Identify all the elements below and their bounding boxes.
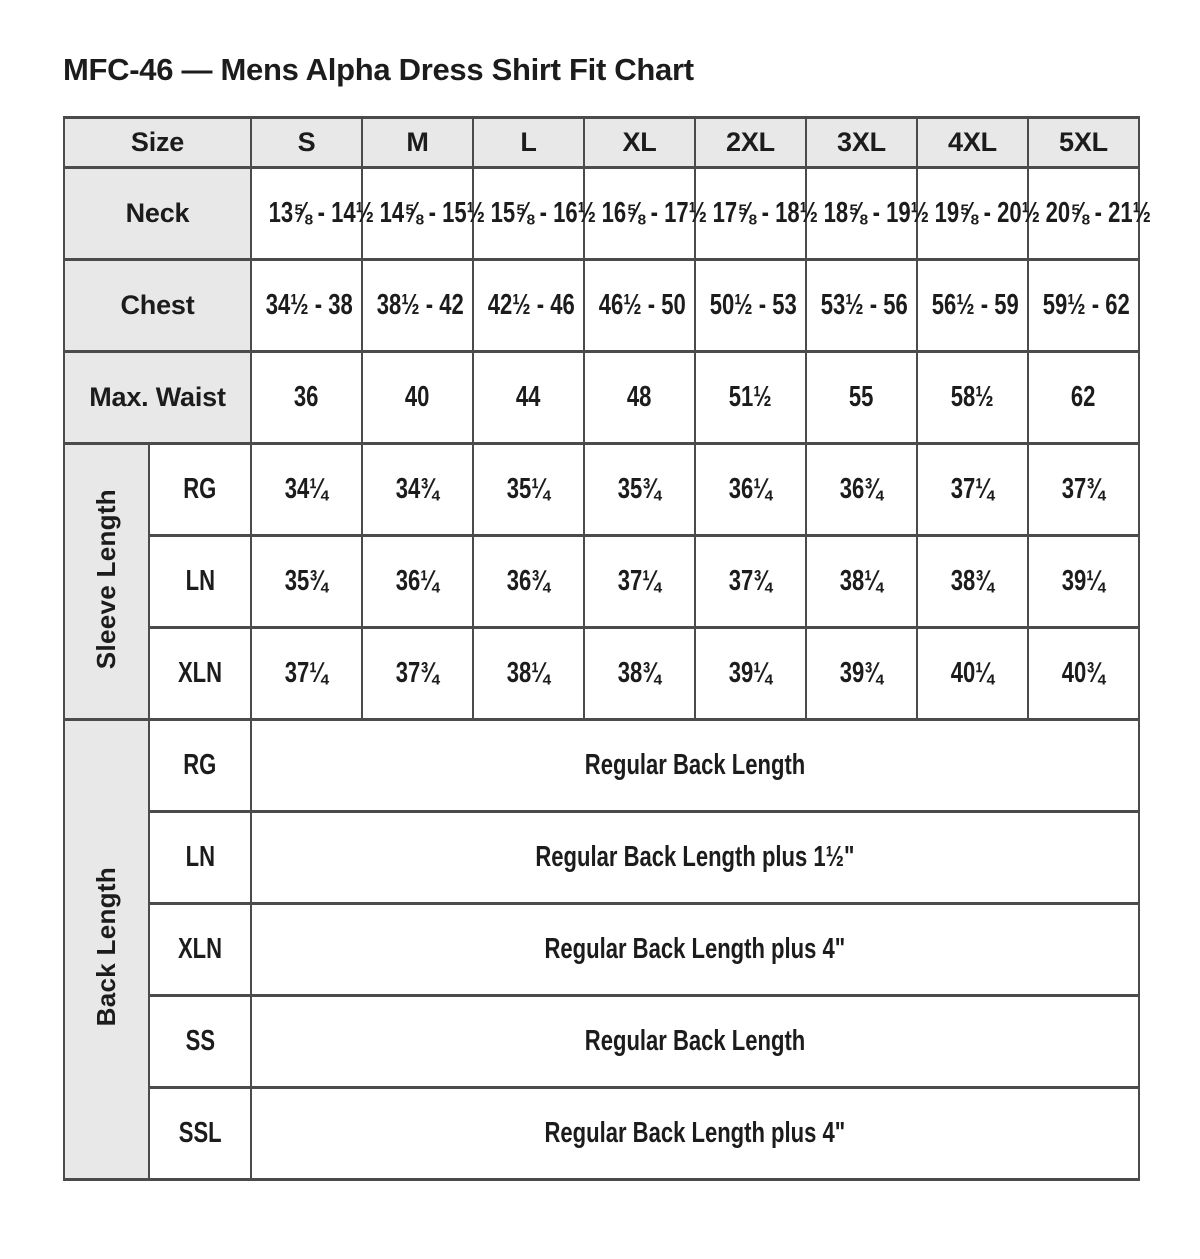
- chest-value-3xl: [806, 260, 917, 352]
- cell-text: 48: [627, 381, 652, 413]
- cell-text: 36¼: [396, 565, 439, 597]
- cell-text: 56½ - 59: [931, 289, 1019, 321]
- sleeve-ln-s: [251, 536, 362, 628]
- measure-label-chest: Chest: [64, 260, 251, 352]
- cell-text: 40¼: [951, 657, 994, 689]
- cell-text: 40: [405, 381, 430, 413]
- chest-value-s: [251, 260, 362, 352]
- back-row-xln: [64, 904, 1139, 996]
- cell-text: 36: [294, 381, 319, 413]
- sleeve-xln-3xl: [806, 628, 917, 720]
- sleeve-rg-xl: [584, 444, 695, 536]
- size-col-header-2xl: 2XL: [695, 118, 806, 168]
- cell-text: 37¼: [285, 657, 328, 689]
- back-length-section-label: [64, 720, 149, 1180]
- cell-text: Regular Back Length plus 4": [544, 933, 846, 965]
- cell-text: 16⅝ - 17½: [601, 197, 708, 229]
- cell-text: 38¼: [840, 565, 883, 597]
- back-value-ln: [251, 812, 1139, 904]
- neck-value-4xl: [917, 168, 1041, 260]
- back-length-vertical-text: Back Length: [91, 867, 121, 1027]
- cell-text: 53½ - 56: [820, 289, 908, 321]
- cell-text: 40¾: [1062, 657, 1105, 689]
- sleeve-xln-xl: [584, 628, 695, 720]
- cell-text: 35¾: [618, 473, 661, 505]
- size-col-header-3xl: 3XL: [806, 118, 917, 168]
- back-row-ssl: [64, 1088, 1139, 1180]
- sleeve-xln-l: [473, 628, 584, 720]
- sleeve-rg-s: [251, 444, 362, 536]
- cell-text: Regular Back Length: [584, 749, 806, 781]
- sleeve-rg-5xl: [1028, 444, 1139, 536]
- cell-text: 42½ - 46: [487, 289, 575, 321]
- back-code-ssl: [149, 1088, 251, 1180]
- chest-value-4xl: [917, 260, 1028, 352]
- measure-row-max-waist: [64, 352, 1139, 444]
- back-value-ss: [251, 996, 1139, 1088]
- neck-value-s: [251, 168, 375, 260]
- cell-text: XLN: [177, 933, 223, 965]
- cell-text: 38¼: [507, 657, 550, 689]
- neck-value-2xl: [695, 168, 819, 260]
- cell-text: 34¾: [396, 473, 439, 505]
- chest-value-xl: [584, 260, 695, 352]
- sleeve-ln-l: [473, 536, 584, 628]
- sleeve-row-xln: [64, 628, 1139, 720]
- cell-text: 34½ - 38: [265, 289, 353, 321]
- cell-text: 37¾: [729, 565, 772, 597]
- cell-text: 39¾: [840, 657, 883, 689]
- chest-value-5xl: [1028, 260, 1139, 352]
- sleeve-ln-2xl: [695, 536, 806, 628]
- sleeve-code-ln: [149, 536, 251, 628]
- back-code-ln: [149, 812, 251, 904]
- neck-value-m: [362, 168, 486, 260]
- cell-text: 19⅝ - 20½: [934, 197, 1041, 229]
- sleeve-xln-5xl: [1028, 628, 1139, 720]
- back-value-ssl: [251, 1088, 1139, 1180]
- waist-value-2xl: [695, 352, 806, 444]
- back-row-rg: [64, 720, 1139, 812]
- measure-row-neck: [64, 168, 1139, 260]
- sleeve-length-section-label: [64, 444, 149, 720]
- cell-text: 37¼: [618, 565, 661, 597]
- cell-text: 39¼: [729, 657, 772, 689]
- waist-value-3xl: [806, 352, 917, 444]
- cell-text: 44: [516, 381, 541, 413]
- cell-text: 34¼: [285, 473, 328, 505]
- sleeve-rg-3xl: [806, 444, 917, 536]
- cell-text: 37¼: [951, 473, 994, 505]
- waist-value-5xl: [1028, 352, 1139, 444]
- cell-text: 13⅝ - 14½: [268, 197, 375, 229]
- cell-text: 36¼: [729, 473, 772, 505]
- sleeve-rg-4xl: [917, 444, 1028, 536]
- cell-text: 35¼: [507, 473, 550, 505]
- sleeve-ln-xl: [584, 536, 695, 628]
- cell-text: 37¾: [396, 657, 439, 689]
- back-code-xln: [149, 904, 251, 996]
- waist-value-m: [362, 352, 473, 444]
- waist-value-s: [251, 352, 362, 444]
- fit-chart-table: [63, 116, 1152, 1181]
- cell-text: 62: [1071, 381, 1096, 413]
- size-col-header-5xl: 5XL: [1028, 118, 1139, 168]
- size-col-header-xl: XL: [584, 118, 695, 168]
- waist-value-4xl: [917, 352, 1028, 444]
- sleeve-length-vertical-text: Sleeve Length: [91, 488, 121, 670]
- neck-value-xl: [584, 168, 708, 260]
- cell-text: 46½ - 50: [598, 289, 686, 321]
- back-row-ln: [64, 812, 1139, 904]
- sleeve-code-xln: [149, 628, 251, 720]
- sleeve-ln-4xl: [917, 536, 1028, 628]
- waist-value-xl: [584, 352, 695, 444]
- cell-text: 38½ - 42: [376, 289, 464, 321]
- cell-text: XLN: [177, 657, 223, 689]
- sleeve-xln-s: [251, 628, 362, 720]
- neck-value-5xl: [1028, 168, 1152, 260]
- measure-row-chest: [64, 260, 1139, 352]
- cell-text: Regular Back Length: [584, 1025, 806, 1057]
- cell-text: 50½ - 53: [709, 289, 797, 321]
- cell-text: 17⅝ - 18½: [712, 197, 819, 229]
- sleeve-row-rg: [64, 444, 1139, 536]
- back-code-rg: [149, 720, 251, 812]
- neck-value-3xl: [806, 168, 930, 260]
- neck-value-l: [473, 168, 597, 260]
- sleeve-rg-l: [473, 444, 584, 536]
- size-col-header-4xl: 4XL: [917, 118, 1028, 168]
- cell-text: Regular Back Length plus 1½": [535, 841, 855, 873]
- cell-text: SS: [185, 1025, 215, 1057]
- sleeve-rg-m: [362, 444, 473, 536]
- waist-value-l: [473, 352, 584, 444]
- cell-text: 51½: [729, 381, 772, 413]
- chest-value-l: [473, 260, 584, 352]
- measure-label-max-waist: Max. Waist: [64, 352, 251, 444]
- size-col-header-m: M: [362, 118, 473, 168]
- cell-text: 36¾: [507, 565, 550, 597]
- cell-text: 39¼: [1062, 565, 1105, 597]
- cell-text: 35¾: [285, 565, 328, 597]
- sleeve-xln-2xl: [695, 628, 806, 720]
- sleeve-code-rg: [149, 444, 251, 536]
- cell-text: 58½: [951, 381, 994, 413]
- cell-text: 37¾: [1062, 473, 1105, 505]
- sleeve-ln-5xl: [1028, 536, 1139, 628]
- sleeve-xln-4xl: [917, 628, 1028, 720]
- sleeve-xln-m: [362, 628, 473, 720]
- measure-label-neck: Neck: [64, 168, 251, 260]
- size-header-cell: Size: [64, 118, 251, 168]
- back-row-ss: [64, 996, 1139, 1088]
- cell-text: 38¾: [951, 565, 994, 597]
- back-value-xln: [251, 904, 1139, 996]
- cell-text: RG: [183, 473, 217, 505]
- cell-text: 59½ - 62: [1042, 289, 1130, 321]
- page-title: MFC-46 — Mens Alpha Dress Shirt Fit Chart: [63, 52, 694, 87]
- sleeve-rg-2xl: [695, 444, 806, 536]
- size-col-header-s: S: [251, 118, 362, 168]
- cell-text: 14⅝ - 15½: [379, 197, 486, 229]
- back-value-rg: [251, 720, 1139, 812]
- sleeve-ln-3xl: [806, 536, 917, 628]
- cell-text: 20⅝ - 21½: [1045, 197, 1152, 229]
- chest-value-2xl: [695, 260, 806, 352]
- cell-text: LN: [185, 841, 215, 873]
- cell-text: 55: [849, 381, 874, 413]
- cell-text: 18⅝ - 19½: [823, 197, 930, 229]
- cell-text: SSL: [178, 1117, 222, 1149]
- chest-value-m: [362, 260, 473, 352]
- cell-text: RG: [183, 749, 217, 781]
- cell-text: LN: [185, 565, 215, 597]
- header-row: [64, 118, 1139, 168]
- cell-text: 38¾: [618, 657, 661, 689]
- cell-text: Regular Back Length plus 4": [544, 1117, 846, 1149]
- sleeve-ln-m: [362, 536, 473, 628]
- cell-text: 36¾: [840, 473, 883, 505]
- cell-text: 15⅝ - 16½: [490, 197, 597, 229]
- sleeve-row-ln: [64, 536, 1139, 628]
- back-code-ss: [149, 996, 251, 1088]
- size-col-header-l: L: [473, 118, 584, 168]
